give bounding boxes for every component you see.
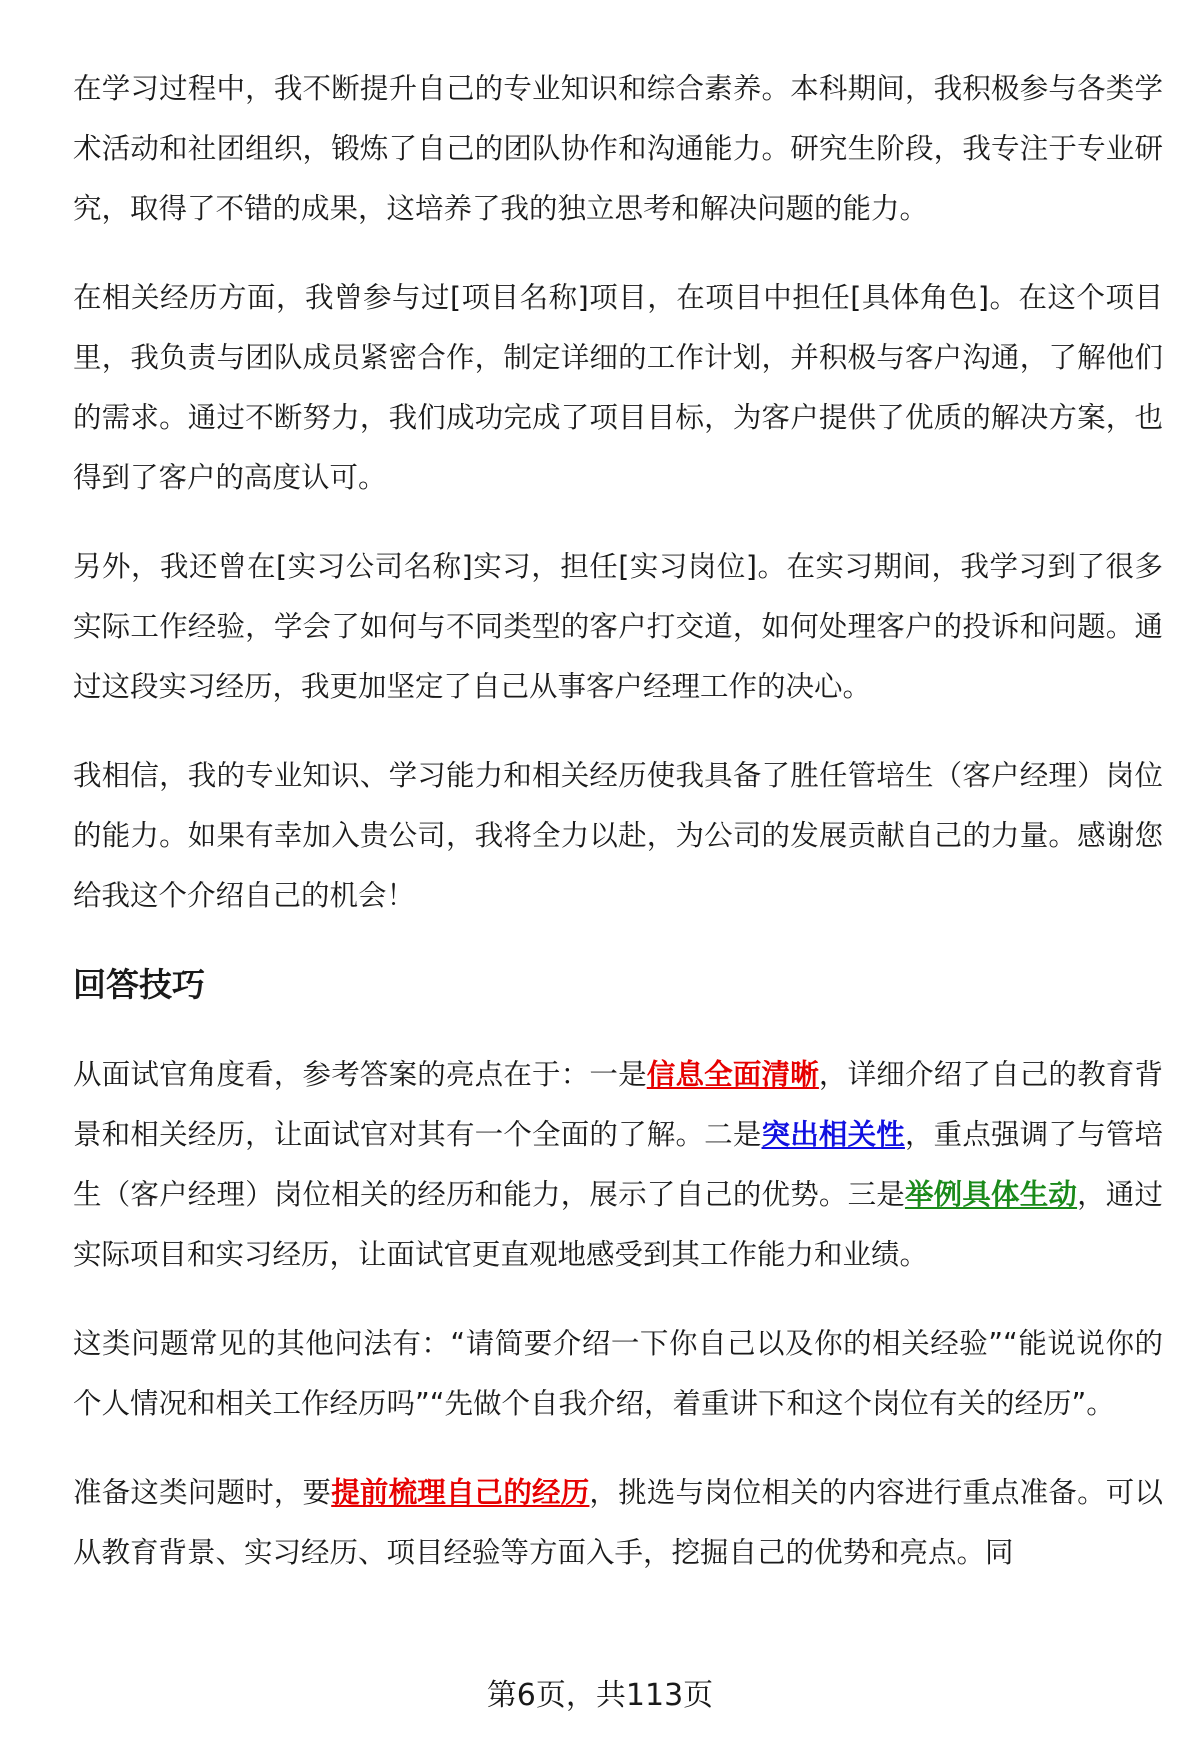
page-number: 第6页，共113页	[486, 1678, 714, 1713]
text: ，挑选与岗位相关的内容进行重点准备。可以从教育背景、实习经历、项目经验等方面入手，挖掘自己的优势和亮点。同	[73, 1476, 1163, 1569]
paragraph-project-experience: 在相关经历方面，我曾参与过[项目名称]项目，在项目中担任[具体角色]。在这个项目里，我负责与团队成员紧密合作，制定详细的工作计划，并积极与客户沟通，了解他们的需求。通过不断努力，我们成功完成了项目目标，为客户提供了优质的解决方案，也得到了客户的高度认可。	[73, 281, 1163, 494]
text: 准备这类问题时，要	[73, 1476, 332, 1509]
paragraph-education: 在学习过程中，我不断提升自己的专业知识和综合素养。本科期间，我积极参与各类学术活动和社团组织，锻炼了自己的团队协作和沟通能力。研究生阶段，我专注于专业研究，取得了不错的成果，这培养了我的独立思考和解决问题的能力。	[73, 72, 1163, 225]
section-heading: 回答技巧	[73, 965, 205, 1004]
highlight-review-experience: 提前梳理自己的经历	[331, 1476, 590, 1509]
paragraph-highlights	[73, 1045, 1163, 1285]
highlight-relevance: 突出相关性	[761, 1118, 905, 1151]
paragraph-internship: 另外，我还曾在[实习公司名称]实习，担任[实习岗位]。在实习期间，我学习到了很多实际工作经验，学会了如何与不同类型的客户打交道，如何处理客户的投诉和问题。通过这段实习经历，我更加坚定了自己从事客户经理工作的决心。	[73, 550, 1163, 703]
paragraph-conclusion: 我相信，我的专业知识、学习能力和相关经历使我具备了胜任管培生（客户经理）岗位的能力。如果有幸加入贵公司，我将全力以赴，为公司的发展贡献自己的力量。感谢您给我这个介绍自己的机会！	[73, 759, 1163, 912]
highlight-info-clear: 信息全面清晰	[646, 1058, 819, 1091]
paragraph-other-phrasings: 这类问题常见的其他问法有：“请简要介绍一下你自己以及你的相关经验”“能说说你的个人情况和相关工作经历吗”“先做个自我介绍，着重讲下和这个岗位有关的经历”。	[73, 1327, 1163, 1420]
text: ，详细介绍了自己的教育背景和相关经历，让面试官对其有一个全面的了解。二是	[73, 1058, 1163, 1151]
text: 从面试官角度看，参考答案的亮点在于：一是	[73, 1058, 647, 1091]
text: ，重点强调了与管培生（客户经理）岗位相关的经历和能力，展示了自己的优势。三是	[73, 1118, 1163, 1211]
highlight-examples: 举例具体生动	[904, 1178, 1078, 1211]
paragraph-preparation	[73, 1463, 1163, 1583]
document-body	[73, 59, 1163, 1612]
text: ，通过实际项目和实习经历，让面试官更直观地感受到其工作能力和业绩。	[73, 1178, 1163, 1271]
